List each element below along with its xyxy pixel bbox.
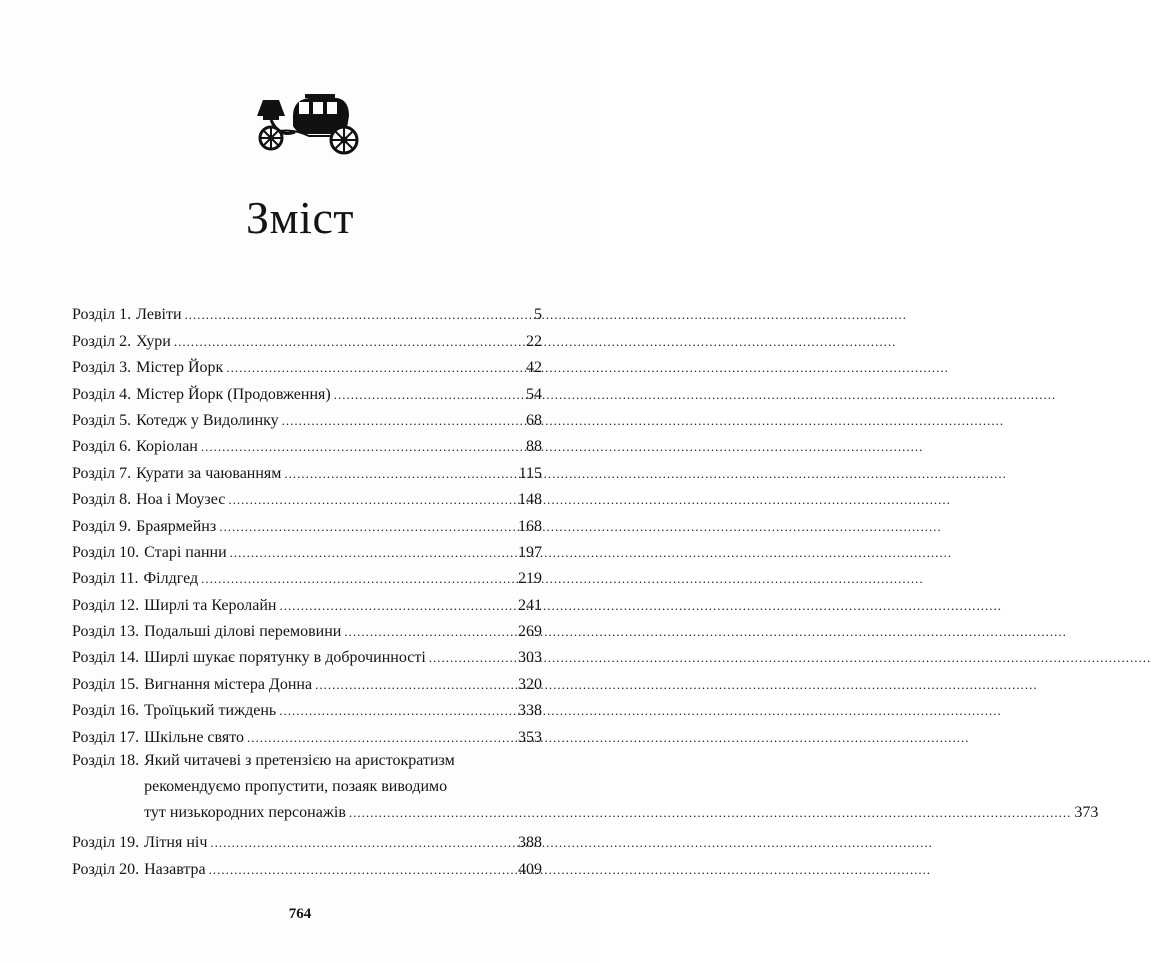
chapter-number: Розділ 16. — [72, 702, 140, 720]
page-number: 320 — [518, 675, 542, 693]
toc-entry-1[interactable] — [72, 299, 542, 325]
chapter-number: Розділ 14. — [72, 649, 140, 667]
chapter-title: Назавтра — [144, 860, 206, 878]
dot-leader — [344, 622, 515, 642]
chapter-title: Літня ніч — [144, 834, 208, 852]
page-number: 303 — [518, 649, 542, 667]
chapter-title: Котедж у Видолинку — [136, 411, 279, 429]
page-number: 197 — [518, 543, 542, 561]
page-number: 148 — [518, 491, 542, 509]
page-number: 54 — [526, 385, 542, 403]
dot-leader — [201, 437, 523, 457]
chapter-number: Розділ 15. — [72, 675, 140, 693]
chapter-number: Розділ 17. — [72, 728, 140, 746]
page-number: 409 — [518, 860, 542, 878]
toc-entry-14[interactable] — [72, 642, 542, 668]
toc-entry-19[interactable] — [72, 827, 542, 853]
chapter-number: Розділ 18. — [72, 751, 140, 769]
dot-leader — [174, 332, 523, 352]
page-number: 42 — [526, 359, 542, 377]
chapter-title: Філдгед — [143, 570, 199, 588]
toc-entry-7[interactable] — [72, 457, 542, 483]
page-number: 168 — [518, 517, 542, 535]
dot-leader — [209, 860, 515, 880]
chapter-title: Ширлі та Керолайн — [144, 596, 277, 614]
chapter-title: Старі панни — [144, 543, 227, 561]
page-number: 388 — [518, 834, 542, 852]
dot-leader — [247, 728, 515, 748]
page-number: 373 — [1074, 804, 1099, 822]
chapter-number: Розділ 7. — [72, 464, 132, 482]
chapter-title: Містер Йорк — [136, 359, 224, 377]
chapter-number: Розділ 3. — [72, 359, 132, 377]
chapter-title: Шкільне свято — [144, 728, 244, 746]
dot-leader — [230, 543, 515, 563]
chapter-title-line-3: тут низькородних персонажів — [144, 804, 346, 822]
page-number: 22 — [526, 332, 542, 350]
toc-entry-5[interactable] — [72, 405, 542, 431]
chapter-title: Троїцький тиждень — [144, 702, 277, 720]
table-of-contents — [72, 299, 1099, 880]
page-number: 219 — [518, 570, 542, 588]
chapter-number: Розділ 5. — [72, 411, 132, 429]
page-number: 338 — [518, 702, 542, 720]
dot-leader — [210, 833, 515, 853]
page-number: 115 — [518, 464, 542, 482]
toc-entry-15[interactable] — [72, 668, 542, 694]
page-number: 88 — [526, 438, 542, 456]
chapter-title-line-1: Який читачеві з претензією на аристократизм — [144, 751, 455, 769]
chapter-title: Містер Йорк (Продовження) — [136, 385, 331, 403]
chapter-number: Розділ 20. — [72, 860, 140, 878]
chapter-number: Розділ 12. — [72, 596, 140, 614]
dot-leader — [226, 358, 523, 378]
page-number: 269 — [518, 623, 542, 641]
toc-entry-20[interactable] — [72, 853, 542, 879]
toc-entry-11[interactable] — [72, 563, 542, 589]
toc-entry-10[interactable] — [72, 537, 542, 563]
page-number: 241 — [518, 596, 542, 614]
toc-entry-2[interactable] — [72, 325, 542, 351]
dot-leader — [279, 596, 515, 616]
chapter-title: Коріолан — [136, 438, 198, 456]
dot-leader — [315, 675, 515, 695]
folio-page-number: 764 — [288, 906, 312, 922]
dot-leader — [228, 490, 515, 510]
horse-carriage-icon — [249, 94, 361, 156]
dot-leader — [279, 701, 515, 721]
toc-entry-6[interactable] — [72, 431, 542, 457]
page-number: 68 — [526, 411, 542, 429]
dot-leader — [219, 517, 515, 537]
page-number: 5 — [534, 306, 542, 324]
chapter-title: Вигнання містера Донна — [144, 675, 313, 693]
chapter-number: Розділ 4. — [72, 385, 132, 403]
chapter-title: Хури — [136, 332, 171, 350]
toc-entry-17[interactable] — [72, 721, 542, 747]
chapter-number: Розділ 19. — [72, 834, 140, 852]
page-title: Зміст — [246, 192, 354, 243]
dot-leader — [284, 464, 515, 484]
chapter-title: Ширлі шукає порятунку в доброчинності — [144, 649, 426, 667]
chapter-number: Розділ 8. — [72, 491, 132, 509]
chapter-title: Ноа і Моузес — [136, 491, 226, 509]
chapter-number: Розділ 13. — [72, 623, 140, 641]
chapter-title: Левіти — [136, 306, 182, 324]
dot-leader — [201, 569, 515, 589]
chapter-title: Браярмейнз — [136, 517, 217, 535]
chapter-title-line-2: рекомендуємо пропустити, позаяк виводимо — [144, 778, 448, 796]
chapter-title: Подальші ділові перемовини — [144, 623, 342, 641]
toc-entry-3[interactable] — [72, 352, 542, 378]
toc-entry-4[interactable] — [72, 378, 542, 404]
toc-entry-18[interactable] — [72, 748, 1099, 827]
dot-leader — [349, 800, 1072, 826]
chapter-number: Розділ 10. — [72, 543, 140, 561]
toc-entry-12[interactable] — [72, 589, 542, 615]
chapter-number: Розділ 1. — [72, 306, 132, 324]
chapter-title: Курати за чаюванням — [136, 464, 282, 482]
chapter-number: Розділ 2. — [72, 332, 132, 350]
chapter-number: Розділ 11. — [72, 570, 139, 588]
chapter-number: Розділ 9. — [72, 517, 132, 535]
chapter-number: Розділ 6. — [72, 438, 132, 456]
dot-leader — [282, 411, 523, 431]
dot-leader — [185, 305, 531, 325]
toc-entry-16[interactable] — [72, 695, 542, 721]
toc-entry-9[interactable] — [72, 510, 542, 536]
dot-leader — [334, 385, 523, 405]
toc-entry-13[interactable] — [72, 616, 542, 642]
dot-leader — [429, 648, 515, 668]
toc-entry-8[interactable] — [72, 484, 542, 510]
page-number: 353 — [518, 728, 542, 746]
